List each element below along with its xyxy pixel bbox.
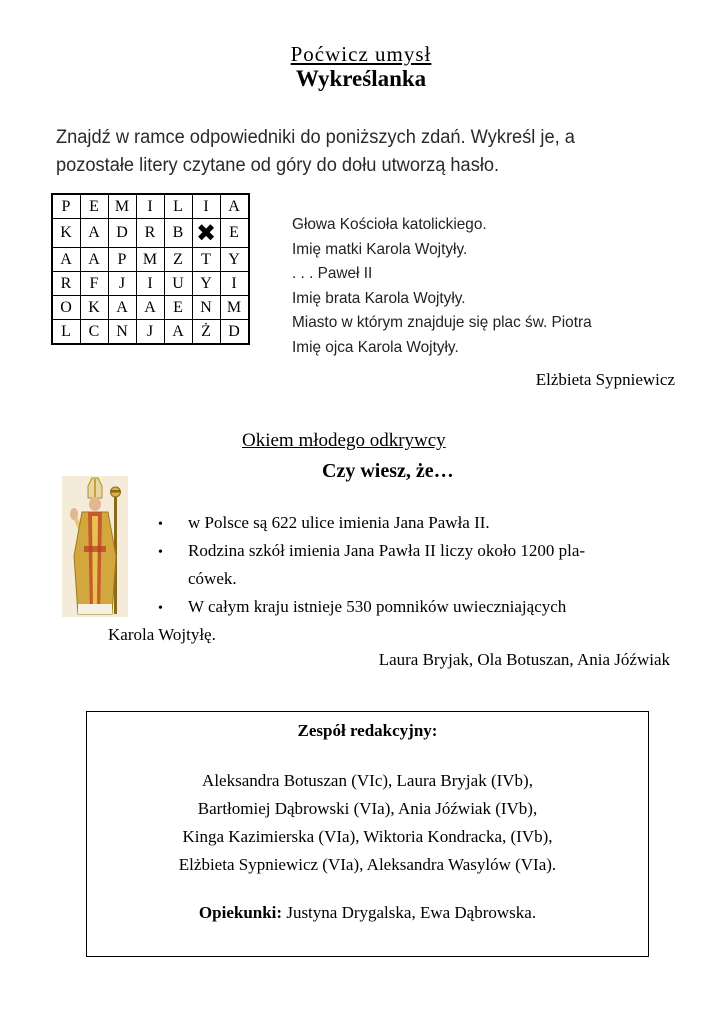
grid-cell: Y [193, 272, 221, 296]
editorial-heading: Zespół redakcyjny: [297, 721, 438, 740]
grid-cell: R [137, 219, 165, 248]
grid-cell: Z [165, 248, 193, 272]
grid-cell: A [165, 320, 193, 345]
grid-cell: E [165, 296, 193, 320]
grid-cell: R [52, 272, 81, 296]
grid-cell: A [81, 248, 109, 272]
grid-cell: T [193, 248, 221, 272]
grid-cell: L [165, 194, 193, 219]
grid-cell: A [52, 248, 81, 272]
fact-item-continuation: cówek. [188, 569, 237, 588]
grid-cell: I [137, 194, 165, 219]
facts-authors: Laura Bryjak, Ola Botuszan, Ania Jóźwiak [378, 650, 670, 669]
puzzle-instructions [56, 124, 670, 180]
clue-list [292, 213, 592, 360]
grid-cell: U [165, 272, 193, 296]
instructions-line: Znajdź w ramce odpowiedniki do poniższych zdań. Wykreśl je, a [56, 127, 575, 148]
grid-row [52, 219, 249, 248]
editorial-caretakers [87, 903, 648, 923]
editorial-member-line: Bartłomiej Dąbrowski (VIa), Ania Jóźwiak (IVb), [197, 799, 538, 818]
grid-cell: M [109, 194, 137, 219]
grid-cell: A [137, 296, 165, 320]
fact-item: Rodzina szkół imienia Jana Pawła II liczy około 1200 pla- [188, 541, 586, 560]
pope-illustration [62, 476, 128, 617]
grid-cell: M [137, 248, 165, 272]
editorial-box [86, 711, 649, 957]
grid-row [52, 272, 249, 296]
grid-cell: A [221, 194, 250, 219]
grid-cell: E [81, 194, 109, 219]
grid-cell: I [221, 272, 250, 296]
grid-cell: K [81, 296, 109, 320]
grid-cell: B [165, 219, 193, 248]
grid-cell: N [193, 296, 221, 320]
grid-row [52, 296, 249, 320]
grid-cell: O [52, 296, 81, 320]
grid-cell: I [137, 272, 165, 296]
grid-row [52, 320, 249, 345]
clue-item: . . . Paweł II [292, 265, 373, 282]
fact-item: w Polsce są 622 ulice imienia Jana Pawła II. [188, 513, 490, 532]
puzzle-author: Elżbieta Sypniewicz [535, 370, 675, 389]
instructions-line: pozostałe litery czytane od góry do dołu utworzą hasło. [56, 155, 500, 176]
grid-cell: N [109, 320, 137, 345]
grid-cell: M [221, 296, 250, 320]
fact-item-continuation: Karola Wojtyłę. [108, 625, 216, 644]
word-search-grid [51, 193, 250, 345]
caretakers-names: Justyna Drygalska, Ewa Dąbrowska. [282, 903, 537, 922]
editorial-member-line: Elżbieta Sypniewicz (VIa), Aleksandra Wasylów (VIa). [178, 855, 557, 874]
page-title: Wykreślanka [295, 66, 427, 91]
grid-cell: L [52, 320, 81, 345]
grid-cell: F [81, 272, 109, 296]
grid-cell: J [109, 272, 137, 296]
bullet-icon: • [158, 601, 163, 616]
clue-item: Miasto w którym znajduje się plac św. Piotra [292, 314, 592, 331]
section-title: Okiem młodego odkrywcy [242, 430, 446, 451]
grid-cell: I [193, 194, 221, 219]
clue-item: Imię matki Karola Wojtyły. [292, 240, 468, 258]
editorial-members [87, 767, 648, 879]
grid-cell: Y [221, 248, 250, 272]
grid-cell: A [109, 296, 137, 320]
grid-row [52, 194, 249, 219]
crossed-cell-icon: ✖ [193, 219, 221, 248]
grid-row [52, 248, 249, 272]
grid-cell: J [137, 320, 165, 345]
editorial-member-line: Aleksandra Botuszan (VIc), Laura Bryjak (IVb), [202, 771, 533, 790]
grid-cell: E [221, 219, 250, 248]
section-kicker: Poćwicz umysł [290, 42, 432, 66]
section-question: Czy wiesz, że… [322, 460, 454, 482]
grid-cell: Ż [193, 320, 221, 345]
clue-item: Głowa Kościoła katolickiego. [292, 216, 487, 233]
grid-cell: C [81, 320, 109, 345]
grid-cell: P [52, 194, 81, 219]
pope-image [62, 476, 128, 617]
clue-item: Imię brata Karola Wojtyły. [292, 289, 466, 307]
grid-cell: D [109, 219, 137, 248]
caretakers-label: Opiekunki: [198, 903, 283, 922]
fact-item: W całym kraju istnieje 530 pomników uwieczniających [188, 597, 567, 616]
editorial-member-line: Kinga Kazimierska (VIa), Wiktoria Kondracka, (IVb), [182, 827, 553, 846]
bullet-icon: • [158, 517, 163, 532]
grid-cell: P [109, 248, 137, 272]
grid-cell: A [81, 219, 109, 248]
grid-cell: D [221, 320, 250, 345]
bullet-icon: • [158, 545, 163, 560]
grid-cell: K [52, 219, 81, 248]
clue-item: Imię ojca Karola Wojtyły. [292, 338, 459, 356]
